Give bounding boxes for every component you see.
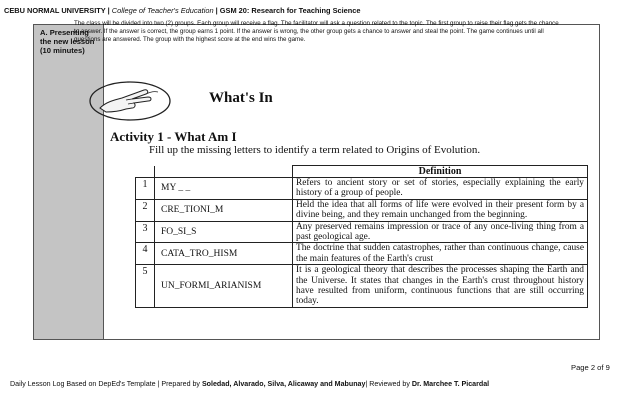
row-number: 5 (136, 265, 155, 308)
row-number: 3 (136, 221, 155, 243)
lesson-label-cell (34, 25, 104, 339)
definition-cell: It is a geological theory that describes the processes shaping the Earth and the Universe. It states that changes in the Earth's crust throughout history have resulted from uniform, continuous functions that are still occurring today. (293, 265, 588, 308)
definition-cell: The doctrine that sudden catastrophes, rather than continuous change, cause the main features of the Earth's crust (293, 243, 588, 265)
document-header: CEBU NORMAL UNIVERSITY | College of Teacher's Education | GSM 20: Research for Teaching Science (4, 6, 361, 15)
definition-header: Definition (293, 166, 588, 178)
table-row (136, 243, 588, 265)
term-cell: CRE_TIONI_M (155, 199, 293, 221)
definition-cell: Any preserved remains impression or trace of any once-living thing from a past geological age. (293, 221, 588, 243)
definition-cell: Held the idea that all forms of life were evolved in their present form by a divine being, and they remain unchanged from the beginning. (293, 199, 588, 221)
university-name: CEBU NORMAL UNIVERSITY (4, 6, 106, 15)
row-number: 1 (136, 178, 155, 200)
activity-table (135, 165, 588, 308)
authors: Soledad, Alvarado, Silva, Alicaway and Mabunay (201, 380, 366, 388)
table-row (136, 265, 588, 308)
activity-instruction: Fill up the missing letters to identify a term related to Origins of Evolution. (149, 144, 481, 156)
term-cell: MY _ _ (155, 178, 293, 200)
section-title: What's In (209, 90, 273, 106)
term-cell: UN_FORMI_ARIANISM (155, 265, 293, 308)
table-header-row (136, 166, 588, 178)
activity-title: Activity 1 - What Am I (110, 129, 237, 144)
lesson-label-line2: the new lesson (40, 37, 95, 46)
row-number: 2 (136, 199, 155, 221)
table-row (136, 221, 588, 243)
game-instructions: The class will be divided into two (2) groups. Each group will receive a flag. The facilitator will ask a question related to the topic. The first group to raise their flag gets the chance to answer. If the answer is correct, the group earns 1 point. If the answer is wrong, the other group gets a chance to answer and steal the point. The game continues until all questions are answered. The group with the highest score at the end wins the game. (74, 20, 559, 44)
college-name: College of Teacher's Education (111, 6, 214, 15)
hand-pointing-icon (86, 78, 178, 124)
reviewer: Dr. Marchee T. Picardal (411, 380, 490, 388)
page-number: Page 2 of 9 (571, 363, 610, 372)
table-row (136, 178, 588, 200)
course-name: GSM 20: Research for Teaching Science (219, 6, 361, 15)
term-cell: CATA_TRO_HISM (155, 243, 293, 265)
lesson-label-line1: A. Presenting (40, 28, 89, 37)
definition-cell: Refers to ancient story or set of stories, especially explaining the early history of a group of people. (293, 178, 588, 200)
row-number: 4 (136, 243, 155, 265)
lesson-label-line3: (10 minutes) (40, 46, 85, 55)
term-cell: FO_SI_S (155, 221, 293, 243)
table-row (136, 199, 588, 221)
document-footer: Daily Lesson Log Based on DepEd's Template | Prepared by Soledad, Alvarado, Silva, Alicaway and Mabunay| Reviewed by Dr. Marchee T. Picardal (10, 380, 490, 388)
